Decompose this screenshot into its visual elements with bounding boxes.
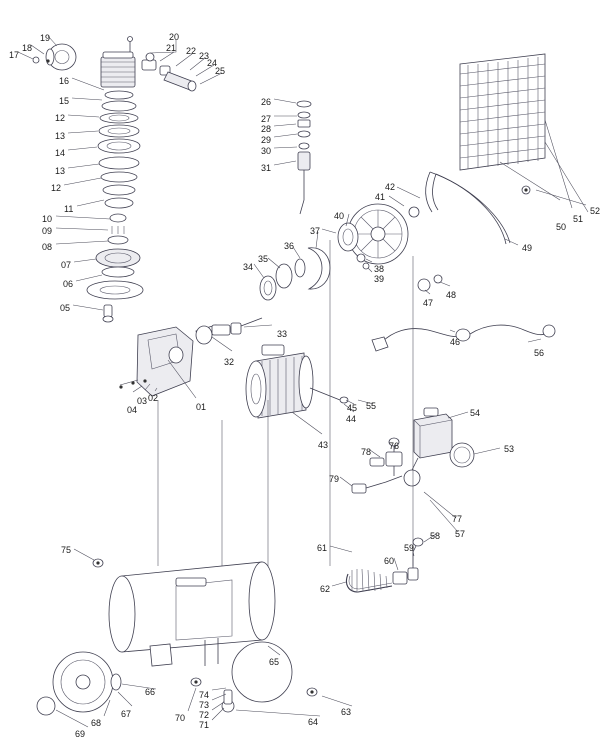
callout-label-07: 07 bbox=[61, 260, 72, 270]
callout-label-53: 53 bbox=[504, 444, 515, 454]
callout-label-11: 11 bbox=[64, 204, 74, 214]
callout-label-22: 22 bbox=[186, 46, 197, 56]
callout-label-13a: 13 bbox=[55, 131, 66, 141]
callout-label-09: 09 bbox=[42, 226, 53, 236]
callout-label-33: 33 bbox=[277, 329, 288, 339]
callout-label-58: 58 bbox=[430, 531, 441, 541]
callout-label-40: 40 bbox=[334, 211, 345, 221]
callout-label-37: 37 bbox=[310, 226, 321, 236]
callout-label-65: 65 bbox=[269, 657, 280, 667]
callout-label-78: 78 bbox=[361, 447, 372, 457]
callout-label-48: 48 bbox=[446, 290, 457, 300]
callout-label-12a: 12 bbox=[55, 113, 66, 123]
part-group-cylinder-head bbox=[101, 37, 222, 92]
part-group-belt bbox=[426, 172, 518, 245]
callout-label-08: 08 bbox=[42, 242, 53, 252]
callout-label-66: 66 bbox=[145, 687, 156, 697]
callout-label-27: 27 bbox=[261, 114, 272, 124]
part-group-pressure-switch bbox=[340, 408, 500, 532]
callout-label-60: 60 bbox=[384, 556, 395, 566]
callout-label-44: 44 bbox=[346, 414, 357, 424]
callout-label-21: 21 bbox=[166, 43, 177, 53]
callout-label-10: 10 bbox=[42, 214, 53, 224]
callout-label-62: 62 bbox=[320, 584, 331, 594]
callout-label-56: 56 bbox=[534, 348, 545, 358]
callout-label-34: 34 bbox=[243, 262, 254, 272]
callout-label-64: 64 bbox=[308, 717, 319, 727]
part-group-frame-lines bbox=[158, 240, 413, 612]
callout-label-28: 28 bbox=[261, 124, 272, 134]
callout-label-54: 54 bbox=[470, 408, 481, 418]
callout-label-25: 25 bbox=[215, 66, 226, 76]
callout-label-45: 45 bbox=[347, 403, 358, 413]
part-group-flywheel bbox=[322, 187, 420, 264]
callout-label-52: 52 bbox=[590, 206, 601, 216]
callout-label-16: 16 bbox=[59, 76, 70, 86]
callout-label-06: 06 bbox=[63, 279, 74, 289]
callout-label-02: 02 bbox=[148, 393, 159, 403]
callout-label-13b: 13 bbox=[55, 166, 66, 176]
callout-label-63: 63 bbox=[341, 707, 352, 717]
callout-label-30: 30 bbox=[261, 146, 272, 156]
callout-label-68: 68 bbox=[91, 718, 102, 728]
callout-label-38: 38 bbox=[374, 264, 385, 274]
part-group-belt-guard bbox=[460, 54, 588, 212]
callout-label-57: 57 bbox=[455, 529, 466, 539]
callout-label-15: 15 bbox=[59, 96, 70, 106]
callout-label-46: 46 bbox=[450, 337, 461, 347]
callout-label-75: 75 bbox=[61, 545, 72, 555]
callout-label-19: 19 bbox=[40, 33, 51, 43]
callout-label-35: 35 bbox=[258, 254, 269, 264]
callout-label-03: 03 bbox=[137, 396, 148, 406]
callout-label-51: 51 bbox=[573, 214, 584, 224]
callout-label-23: 23 bbox=[199, 51, 210, 61]
callout-label-74: 74 bbox=[199, 690, 210, 700]
part-group-pressure-line bbox=[274, 99, 311, 214]
callout-label-76: 76 bbox=[389, 441, 400, 451]
callout-label-32: 32 bbox=[224, 357, 235, 367]
callout-label-50: 50 bbox=[556, 222, 567, 232]
callout-label-26: 26 bbox=[261, 97, 272, 107]
callout-label-01: 01 bbox=[196, 402, 207, 412]
callout-label-77: 77 bbox=[452, 514, 463, 524]
callout-label-67: 67 bbox=[121, 709, 132, 719]
callout-label-14: 14 bbox=[55, 148, 66, 158]
callout-label-12b: 12 bbox=[51, 183, 62, 193]
callout-label-41: 41 bbox=[375, 192, 386, 202]
callout-label-36: 36 bbox=[284, 241, 295, 251]
callout-label-55: 55 bbox=[366, 401, 377, 411]
callout-label-42: 42 bbox=[385, 182, 396, 192]
part-group-hose bbox=[330, 534, 436, 592]
callout-label-39: 39 bbox=[374, 274, 385, 284]
callout-label-61: 61 bbox=[317, 543, 328, 553]
callout-label-24: 24 bbox=[207, 58, 218, 68]
callout-label-49: 49 bbox=[522, 243, 533, 253]
callout-label-71: 71 bbox=[199, 720, 210, 730]
callout-label-59: 59 bbox=[404, 543, 415, 553]
callout-label-72: 72 bbox=[199, 710, 210, 720]
callout-label-20: 20 bbox=[169, 32, 180, 42]
callout-label-73: 73 bbox=[199, 700, 210, 710]
callout-label-47: 47 bbox=[423, 298, 434, 308]
callout-label-17: 17 bbox=[9, 50, 20, 60]
callout-label-18: 18 bbox=[22, 43, 33, 53]
callout-label-05: 05 bbox=[60, 303, 71, 313]
callout-label-31: 31 bbox=[261, 163, 272, 173]
callout-label-79: 79 bbox=[329, 474, 340, 484]
callout-label-29: 29 bbox=[261, 135, 272, 145]
callout-label-69: 69 bbox=[75, 729, 86, 739]
part-group-cables bbox=[372, 325, 555, 351]
part-group-tank bbox=[37, 549, 352, 727]
callout-label-04: 04 bbox=[127, 405, 138, 415]
callout-label-43: 43 bbox=[318, 440, 329, 450]
callout-label-70: 70 bbox=[175, 713, 186, 723]
